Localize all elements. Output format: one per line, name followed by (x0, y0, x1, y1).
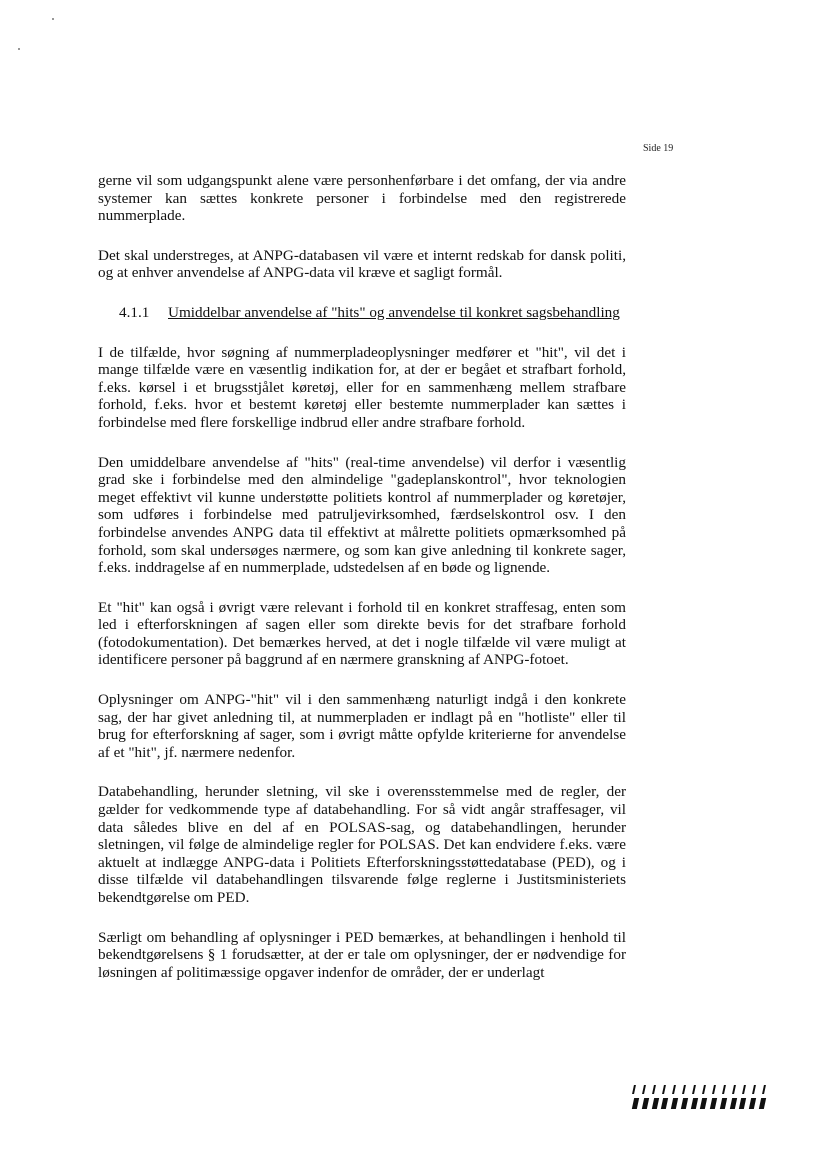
barcode-bar (712, 1085, 716, 1094)
paragraph: Oplysninger om ANPG-"hit" vil i den sammenhæng naturligt indgå i den konkrete sag, der har givet anledning til, at nummerpladen er indlagt på en "hotliste" eller til brug for efterforskning af sager, som i øvrigt måtte opfylde kriterierne for anvendelse af et "hit", jf. nærmere nedenfor. (98, 691, 626, 761)
barcode-bar (722, 1085, 726, 1094)
document-body (98, 172, 626, 1003)
page-number: Side 19 (643, 143, 674, 154)
barcode-bar (681, 1098, 688, 1109)
paragraph: Det skal understreges, at ANPG-databasen vil være et internt redskab for dansk politi, og at enhver anvendelse af ANPG-data vil kræve et sagligt formål. (98, 246, 626, 282)
barcode-bar (651, 1098, 658, 1109)
barcode-bar (732, 1085, 736, 1094)
barcode-bar (692, 1085, 696, 1094)
paragraph: Den umiddelbare anvendelse af "hits" (real-time anvendelse) vil derfor i væsentlig grad ske i forbindelse med den almindelige "gadeplanskontrol", hvor teknologien meget effektivt vil kunne understøtte politiets kontrol af nummerplader og køretøjer, som udføres i forbindelse med patruljevirksomhed, færdselskontrol osv. I den forbindelse anvendes ANPG data til effektivt at målrette politiets opmærksomhed på forhold, som skal undersøges nærmere, og som kan give anledning til konkrete sager, f.eks. inddragelse af en nummerplade, udstedelsen af en bøde og lignende. (98, 453, 626, 577)
barcode (633, 1085, 765, 1111)
section-heading (119, 304, 626, 322)
barcode-bar (661, 1098, 668, 1109)
barcode-bar (662, 1085, 666, 1094)
scan-speck (18, 48, 20, 50)
barcode-bar (690, 1098, 697, 1109)
barcode-bar (759, 1098, 766, 1109)
barcode-bar (749, 1098, 756, 1109)
barcode-bar (700, 1098, 707, 1109)
barcode-bar (720, 1098, 727, 1109)
barcode-bar (642, 1085, 646, 1094)
barcode-bar (632, 1085, 636, 1094)
barcode-bar (710, 1098, 717, 1109)
paragraph: Et "hit" kan også i øvrigt være relevant i forhold til en konkret straffesag, enten som led i efterforskningen af sagen eller som direkte bevis for det strafbare forhold (fotodokumentation). Det bemærkes herved, at det i nogle tilfælde vil være muligt at identificere personer på baggrund af en nærmere granskning af ANPG-fotoet. (98, 598, 626, 669)
section-title: Umiddelbar anvendelse af "hits" og anvendelse til konkret sagsbehandling (168, 303, 620, 321)
barcode-bar (682, 1085, 686, 1094)
barcode-bar (642, 1098, 649, 1109)
barcode-bar (632, 1098, 639, 1109)
section-number: 4.1.1 (119, 303, 150, 321)
barcode-bar (762, 1085, 766, 1094)
barcode-bar (739, 1098, 746, 1109)
barcode-bottom-row (633, 1098, 765, 1109)
scan-speck (52, 18, 54, 20)
paragraph: gerne vil som udgangspunkt alene være personhenførbare i det omfang, der via andre systemer kan sættes konkrete personer i forbindelse med den registrerede nummerplade. (98, 172, 626, 225)
barcode-bar (742, 1085, 746, 1094)
barcode-bar (729, 1098, 736, 1109)
paragraph: Særligt om behandling af oplysninger i PED bemærkes, at behandlingen i henhold til bekendtgørelsens § 1 forudsætter, at der er tale om oplysninger, der er nødvendige for løsningen af politimæssige opgaver indenfor de områder, der er underlagt (98, 928, 626, 981)
barcode-bar (702, 1085, 706, 1094)
barcode-bar (652, 1085, 656, 1094)
paragraph: I de tilfælde, hvor søgning af nummerpladeoplysninger medfører et "hit", vil det i mange tilfælde være en væsentlig indikation for, at der er begået et strafbart forhold, f.eks. kørsel i et brugsstjålet køretøj, eller for en sammenhæng mellem strafbare forhold, f.eks. hvor et bestemt køretøj eller bestemte nummerplader kan sættes i forbindelse med flere forskellige indbrud eller andre strafbare forhold. (98, 343, 626, 431)
barcode-bar (671, 1098, 678, 1109)
barcode-top-row (633, 1085, 765, 1094)
paragraph: Databehandling, herunder sletning, vil ske i overensstemmelse med de regler, der gælder for vedkommende type af databehandling. For så vidt angår straffesager, vil data således blive en del af en POLSAS-sag, og databehandlingen, herunder sletningen, vil følge de almindelige regler for POLSAS. Det kan endvidere f.eks. være aktuelt at indlægge ANPG-data i Politiets Efterforskningsstøttedatabase (PED), og i disse tilfælde vil databehandlingen tilsvarende følge reglerne i Justitsministeriets bekendtgørelse om PED. (98, 783, 626, 906)
barcode-bar (672, 1085, 676, 1094)
barcode-bar (752, 1085, 756, 1094)
